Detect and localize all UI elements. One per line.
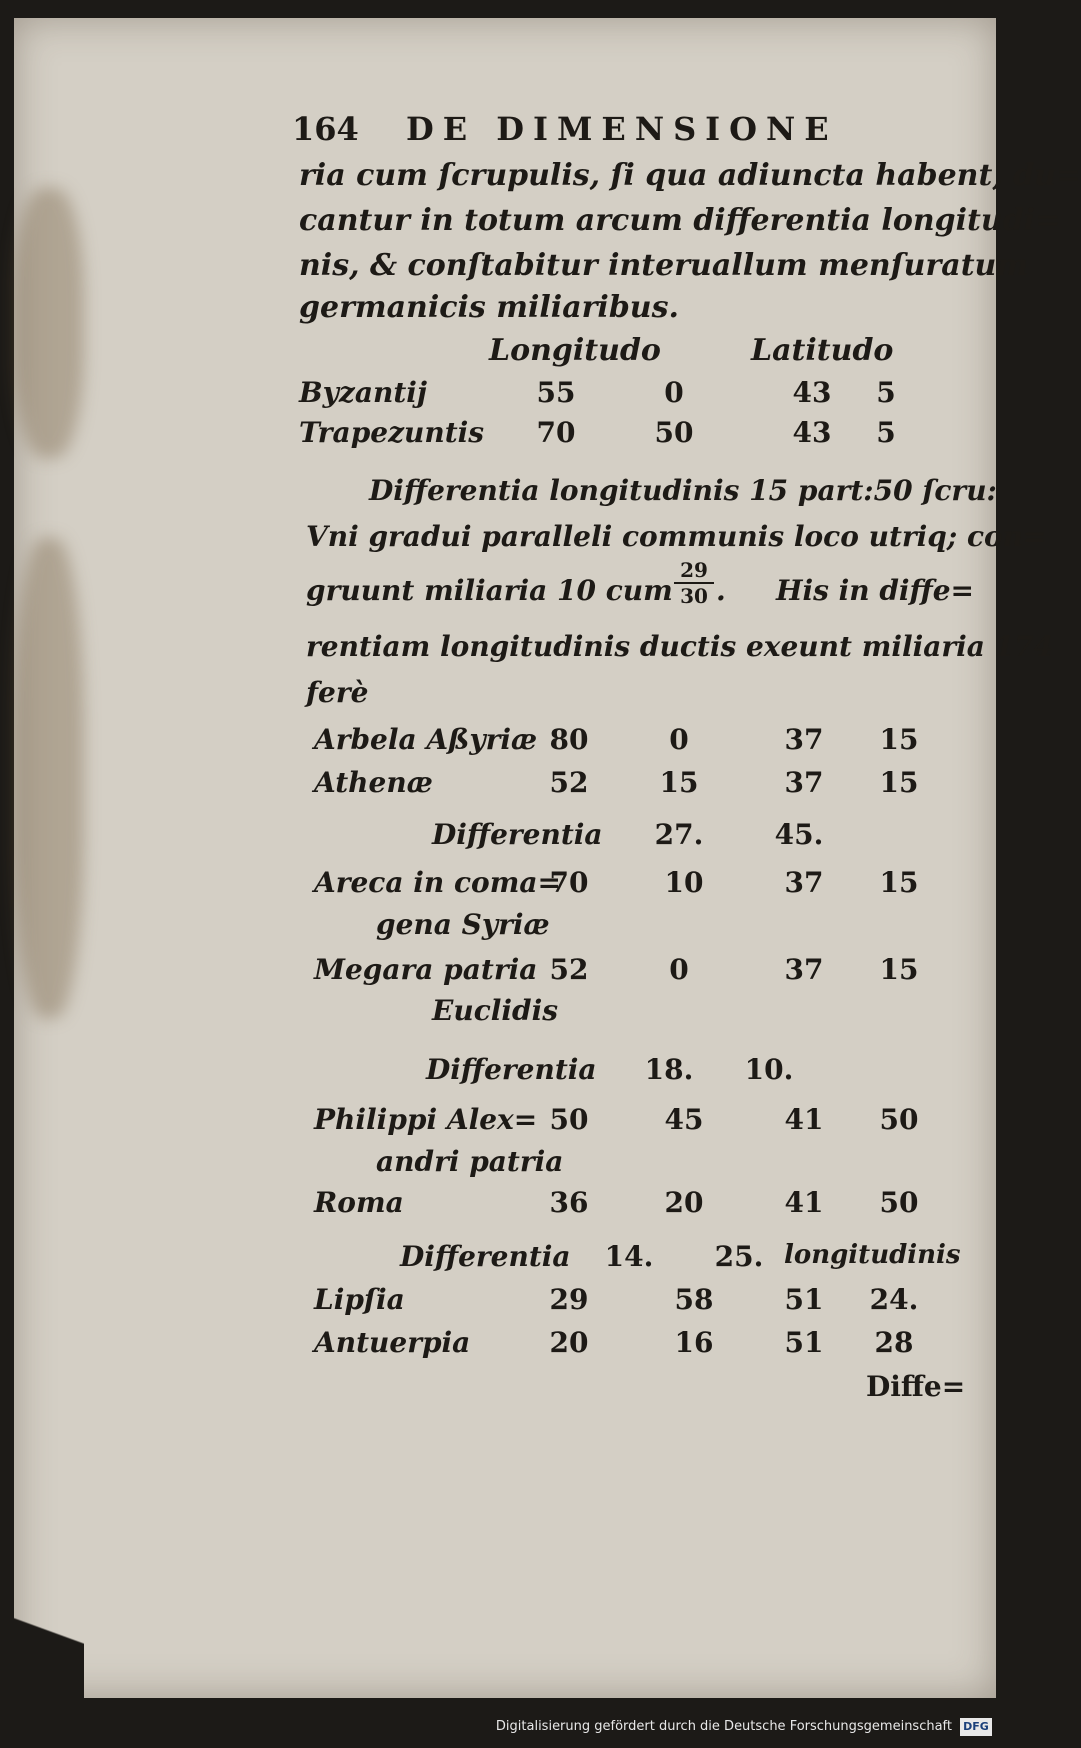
longitude-degrees: 52 — [549, 953, 589, 986]
column-head-latitudo: Latitudo — [751, 333, 894, 368]
latitude-minutes: 50 — [879, 1186, 919, 1219]
dfg-logo: DFG — [960, 1718, 992, 1736]
latitude-minutes: 28 — [874, 1326, 914, 1359]
differentia-value: 18. — [644, 1053, 694, 1086]
longitude-minutes: 15 — [659, 766, 699, 799]
longitude-minutes: 0 — [669, 953, 689, 986]
longitude-degrees: 29 — [549, 1283, 589, 1316]
paragraph-line: rentiam longitudinis ductis exeunt miliaria 174 — [306, 630, 1054, 663]
fraction — [674, 558, 714, 608]
longitude-minutes: 58 — [674, 1283, 714, 1316]
torn-corner — [14, 1548, 84, 1698]
fraction-suffix: . — [716, 574, 726, 607]
place-name: Arbela Aßyriæ — [314, 723, 538, 756]
latitude-degrees: 37 — [784, 866, 824, 899]
paragraph-line: ferè — [306, 676, 369, 709]
intro-line: cantur in totum arcum differentia longitudi= — [299, 203, 1061, 238]
place-name: Athenæ — [314, 766, 433, 799]
latitude-minutes: 5 — [876, 416, 896, 449]
longitude-minutes: 0 — [669, 723, 689, 756]
differentia-value: 10. — [744, 1053, 794, 1086]
longitude-degrees: 80 — [549, 723, 589, 756]
longitude-degrees: 52 — [549, 766, 589, 799]
paragraph-line: His in diffe= — [776, 574, 974, 607]
differentia-value: 25. — [714, 1240, 764, 1273]
intro-line: germanicis miliaribus. — [299, 290, 679, 325]
latitude-minutes: 15 — [879, 766, 919, 799]
intro-line: ria cum ſcrupulis, ſi qua adiuncta habent, du= — [299, 158, 1081, 193]
place-name-continued: gena Syriæ — [376, 908, 550, 941]
longitude-degrees: 50 — [549, 1103, 589, 1136]
longitude-minutes: 50 — [654, 416, 694, 449]
differentia-label: Differentia — [426, 1053, 597, 1086]
latitude-minutes: 15 — [879, 866, 919, 899]
latitude-degrees: 43 — [792, 416, 832, 449]
place-name: Megara patria — [314, 953, 538, 986]
longitude-degrees: 36 — [549, 1186, 589, 1219]
longitude-minutes: 10 — [664, 866, 704, 899]
latitude-minutes: 50 — [879, 1103, 919, 1136]
intro-line: nis, & conſtabitur interuallum menſuratum — [299, 248, 1029, 283]
water-stain — [14, 538, 84, 1018]
place-name: Lipſia — [314, 1283, 405, 1316]
latitude-degrees: 37 — [784, 953, 824, 986]
latitude-degrees: 43 — [792, 376, 832, 409]
place-name: Trapezuntis — [299, 416, 485, 449]
page-number: 164 — [292, 110, 359, 148]
differentia-tail: longitudinis — [784, 1240, 961, 1270]
longitude-minutes: 0 — [664, 376, 684, 409]
catchword: Diffe= — [866, 1370, 966, 1403]
latitude-degrees: 51 — [784, 1326, 824, 1359]
paragraph-line: Differentia longitudinis 15 part:50 ſcru: — [369, 474, 997, 507]
longitude-minutes: 20 — [664, 1186, 704, 1219]
book-page — [14, 18, 1081, 1698]
latitude-minutes: 15 — [879, 953, 919, 986]
place-name-continued: andri patria — [376, 1145, 564, 1178]
paragraph-line: gruunt miliaria 10 cum — [306, 574, 673, 607]
latitude-minutes: 15 — [879, 723, 919, 756]
longitude-degrees: 70 — [549, 866, 589, 899]
fraction-numerator: 29 — [680, 558, 708, 582]
funding-credit: Digitalisierung gefördert durch die Deutsche Forschungsgemeinschaft — [495, 1719, 952, 1734]
longitude-minutes: 45 — [664, 1103, 704, 1136]
longitude-degrees: 55 — [536, 376, 576, 409]
paragraph-line: Vni gradui paralleli communis loco utriq; con= — [306, 520, 1047, 553]
fraction-denominator: 30 — [674, 582, 714, 608]
place-name: Byzantij — [299, 376, 428, 409]
latitude-degrees: 41 — [784, 1186, 824, 1219]
longitude-degrees: 20 — [549, 1326, 589, 1359]
latitude-degrees: 37 — [784, 723, 824, 756]
longitude-minutes: 16 — [674, 1326, 714, 1359]
latitude-degrees: 51 — [784, 1283, 824, 1316]
differentia-value: 45. — [774, 818, 824, 851]
place-name: Roma — [314, 1186, 404, 1219]
place-name-continued: Euclidis — [432, 994, 558, 1027]
column-head-longitudo: Longitudo — [489, 333, 661, 368]
latitude-minutes: 24. — [869, 1283, 919, 1316]
running-head: DE DIMENSIONE — [406, 110, 838, 148]
latitude-minutes: 5 — [876, 376, 896, 409]
place-name: Antuerpia — [314, 1326, 471, 1359]
latitude-degrees: 41 — [784, 1103, 824, 1136]
latitude-degrees: 37 — [784, 766, 824, 799]
water-stain — [14, 188, 84, 458]
footer-bar — [0, 1700, 1000, 1748]
differentia-value: 27. — [654, 818, 704, 851]
longitude-degrees: 70 — [536, 416, 576, 449]
differentia-value: 14. — [604, 1240, 654, 1273]
differentia-label: Differentia — [400, 1240, 571, 1273]
place-name: Philippi Alex= — [314, 1103, 538, 1136]
differentia-label: Differentia — [432, 818, 603, 851]
place-name: Areca in coma= — [314, 866, 561, 899]
